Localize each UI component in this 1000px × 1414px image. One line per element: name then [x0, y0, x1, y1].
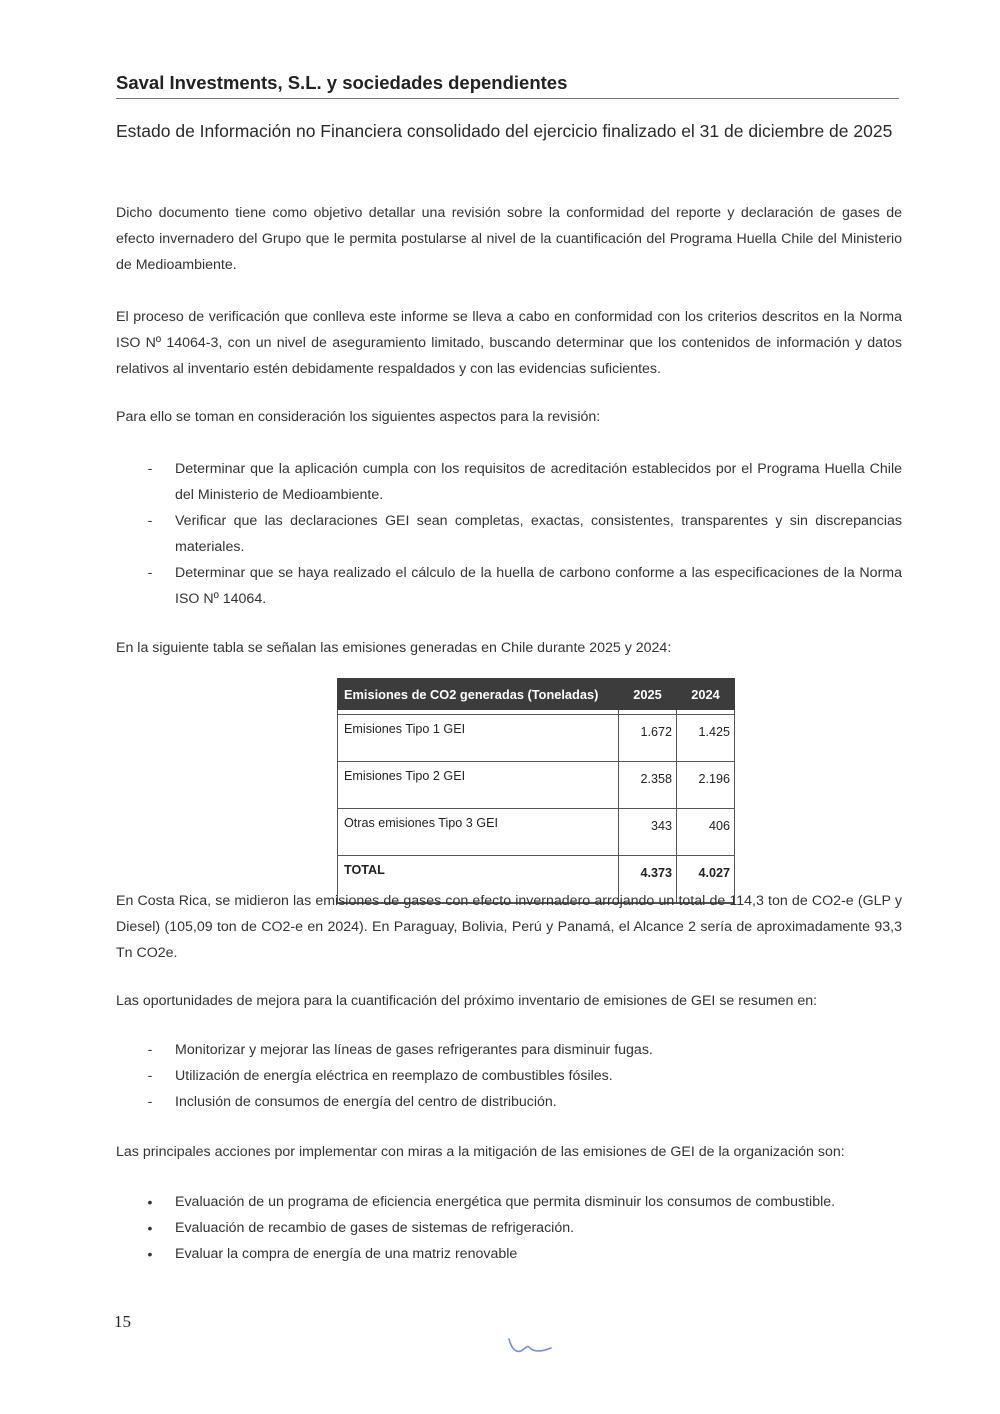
- dash-marker: -: [147, 565, 153, 581]
- paragraph-other-countries: En Costa Rica, se midieron las emisiones de gases con efecto invernadero arrojando un total de 114,3 ton de CO2-e (GLP y Diesel) (105,09 ton de CO2-e en 2024). En Paraguay, Bolivia, Perú y Panamá, el Alcance 2 sería de aproximadamente 93,3 Tn CO2e.: [116, 893, 902, 961]
- row-label: Otras emisiones Tipo 3 GEI: [338, 809, 619, 856]
- actions-list: [116, 1189, 902, 1267]
- paragraph-actions-intro: Las principales acciones por implementar con miras a la mitigación de las emisiones de GEI de la organización son:: [116, 1144, 845, 1160]
- table-row: [338, 809, 735, 856]
- value-2025: 4.373: [619, 856, 677, 904]
- bullet-marker: •: [147, 1246, 153, 1262]
- list-item: - Determinar que se haya realizado el cálculo de la huella de carbono conforme a las especificaciones de la Norma ISO Nº 14064.: [116, 560, 902, 612]
- list-item: - Monitorizar y mejorar las líneas de gases refrigerantes para disminuir fugas.: [116, 1037, 902, 1063]
- bullet-marker: •: [147, 1220, 153, 1236]
- paragraph-improvements-intro: Las oportunidades de mejora para la cuantificación del próximo inventario de emisiones de GEI se resumen en:: [116, 993, 818, 1009]
- dash-marker: -: [147, 1042, 153, 1058]
- dash-marker: -: [147, 1068, 153, 1084]
- dash-marker: -: [147, 1094, 153, 1110]
- header-divider: [116, 98, 899, 99]
- table-row: [338, 762, 735, 809]
- improvements-list: [116, 1037, 902, 1115]
- value-2025: 343: [619, 809, 677, 856]
- table-header-row: [338, 679, 735, 710]
- list-item: - Inclusión de consumos de energía del centro de distribución.: [116, 1089, 902, 1115]
- emissions-table: [337, 678, 735, 904]
- list-item: - Utilización de energía eléctrica en reemplazo de combustibles fósiles.: [116, 1063, 902, 1089]
- page-number: 15: [114, 1312, 131, 1331]
- review-aspects-list: [116, 456, 902, 612]
- report-title: Estado de Información no Financiera consolidado del ejercicio finalizado el 31 de diciembre de 2025: [116, 121, 893, 141]
- value-2025: 2.358: [619, 762, 677, 809]
- dash-marker: -: [147, 461, 153, 477]
- value-2024: 4.027: [677, 856, 735, 904]
- row-label: Emisiones Tipo 1 GEI: [338, 715, 619, 762]
- column-header-2025: 2025: [619, 679, 677, 710]
- paragraph-review-intro: Para ello se toman en consideración los siguientes aspectos para la revisión:: [116, 409, 601, 425]
- value-2024: 406: [677, 809, 735, 856]
- paragraph-purpose: Dicho documento tiene como objetivo detallar una revisión sobre la conformidad del reporte y declaración de gases de efecto invernadero del Grupo que le permita postularse al nivel de la cuantificación del Programa Huella Chile del Ministerio de Medioambiente.: [116, 205, 902, 273]
- row-label: TOTAL: [338, 856, 619, 904]
- value-2024: 2.196: [677, 762, 735, 809]
- signature-mark: [505, 1333, 555, 1359]
- column-header-description: Emisiones de CO2 generadas (Toneladas): [338, 679, 619, 710]
- list-item: • Evaluación de un programa de eficiencia energética que permita disminuir los consumos de combustible.: [116, 1189, 902, 1215]
- value-2024: 1.425: [677, 715, 735, 762]
- bullet-marker: •: [147, 1194, 153, 1210]
- column-header-2024: 2024: [677, 679, 735, 710]
- table-row: [338, 715, 735, 762]
- list-item: • Evaluar la compra de energía de una matriz renovable: [116, 1241, 902, 1267]
- list-item: - Determinar que la aplicación cumpla con los requisitos de acreditación establecidos por el Programa Huella Chile del Ministerio de Medioambiente.: [116, 456, 902, 508]
- paragraph-table-intro: En la siguiente tabla se señalan las emisiones generadas en Chile durante 2025 y 2024:: [116, 640, 672, 656]
- value-2025: 1.672: [619, 715, 677, 762]
- company-name: Saval Investments, S.L. y sociedades dependientes: [116, 72, 568, 93]
- list-item: - Verificar que las declaraciones GEI sean completas, exactas, consistentes, transparentes y sin discrepancias materiales.: [116, 508, 902, 560]
- paragraph-verification-process: El proceso de verificación que conlleva este informe se lleva a cabo en conformidad con los criterios descritos en la Norma ISO Nº 14064-3, con un nivel de aseguramiento limitado, buscando determinar que los contenidos de información y datos relativos al inventario estén debidamente respaldados y con las evidencias suficientes.: [116, 309, 902, 377]
- row-label: Emisiones Tipo 2 GEI: [338, 762, 619, 809]
- list-item: • Evaluación de recambio de gases de sistemas de refrigeración.: [116, 1215, 902, 1241]
- dash-marker: -: [147, 513, 153, 529]
